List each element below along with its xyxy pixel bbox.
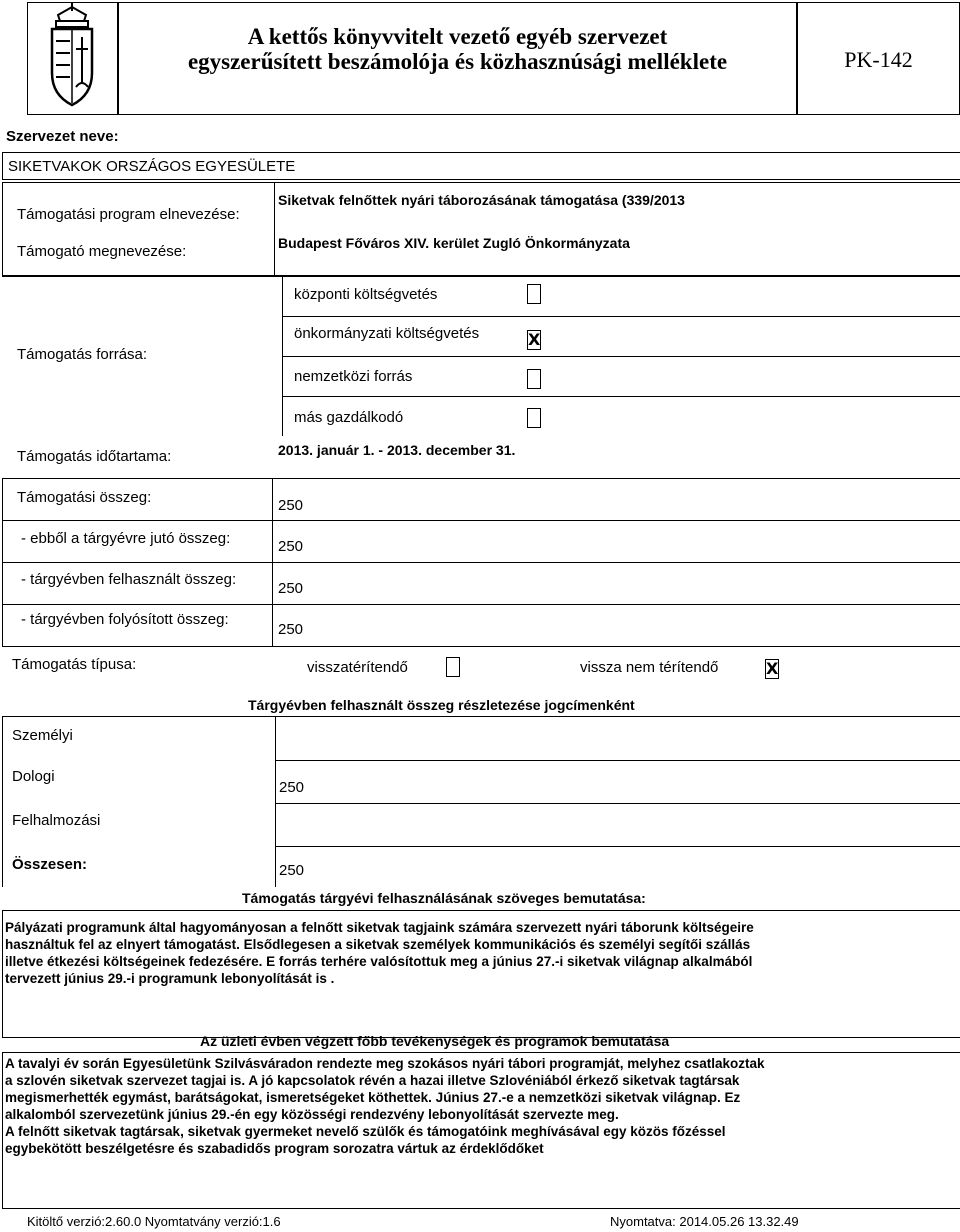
source-label: Támogatás forrása: [17, 346, 148, 363]
amount-current-value[interactable]: 250 [278, 538, 304, 555]
usage-text [5, 919, 955, 987]
footer-versions: Kitöltő verzió:2.60.0 Nyomtatvány verzió:1.6 [27, 1214, 281, 1229]
usage-heading: Támogatás tárgyévi felhasználásának szöveges bemutatása: [242, 890, 646, 906]
header-title [118, 24, 797, 74]
usage-line: illetve étkezési költségeinek fedezésére. E forrás terhére valósítottuk meg a június 27.-i siketvak világnap alkalmából [5, 954, 753, 969]
divider [2, 520, 960, 521]
source-option-label: nemzetközi forrás [294, 368, 413, 385]
divider [2, 604, 960, 605]
material-value[interactable]: 250 [279, 779, 305, 796]
activities-line: A felnőtt siketvak tagtársak, siketvak gyermeket nevelő szülők és támogatóink meghívásával egy közös főzéssel [5, 1124, 726, 1139]
divider [275, 846, 960, 847]
header-title-line2: egyszerűsített beszámolója és közhasznúsági melléklete [187, 49, 728, 74]
activities-line: alkalomból szervezetünk június 29.-én egy közösségi rendezvény lebonyolítását szervezte meg. [5, 1107, 619, 1122]
divider [282, 316, 960, 317]
breakdown-heading: Tárgyévben felhasznált összeg részletezése jogcímenként [248, 697, 635, 713]
divider [2, 646, 960, 647]
breakdown-total-label: Összesen: [12, 856, 88, 873]
divider [2, 562, 960, 563]
coat-of-arms-icon [28, 3, 116, 113]
type-label: Támogatás típusa: [12, 656, 137, 673]
usage-line: tervezett június 29.-i programunk lebonyolítását is . [5, 971, 335, 986]
material-label: Dologi [12, 768, 55, 785]
breakdown-total-value[interactable]: 250 [279, 862, 305, 879]
divider [275, 803, 960, 804]
header-logo-box [27, 2, 118, 115]
breakdown-section [2, 716, 960, 887]
amount-paid-label: - tárgyévben folyósított összeg: [21, 611, 229, 628]
usage-line: használtuk fel az elnyert támogatást. Elsődlegesen a siketvak személyek kommunikációs és személyi segítői szállás [5, 937, 751, 952]
program-value[interactable]: Siketvak felnőttek nyári táborozásának támogatása (339/2013 [278, 192, 685, 208]
source-checkbox-municipal[interactable]: X [528, 330, 541, 349]
activities-text [5, 1055, 955, 1157]
amount-used-label: - tárgyévben felhasznált összeg: [21, 571, 237, 588]
amount-used-value[interactable]: 250 [278, 580, 304, 597]
activities-line: a szlovén siketvak szervezet tagjai is. A jó kapcsolatok révén a hazai illetve Szlovéniából érkező siketvak tagtársak [5, 1073, 740, 1088]
amount-paid-value[interactable]: 250 [278, 621, 304, 638]
org-name-label: Szervezet neve: [6, 128, 119, 145]
divider [282, 396, 960, 397]
type-nonrefundable-label: vissza nem térítendő [580, 659, 719, 676]
source-option-label: más gazdálkodó [294, 409, 404, 426]
org-name-value: SIKETVAKOK ORSZÁGOS EGYESÜLETE [8, 158, 296, 175]
duration-value[interactable]: 2013. január 1. - 2013. december 31. [278, 442, 516, 458]
supporter-value[interactable]: Budapest Főváros XIV. kerület Zugló Önkormányzata [278, 235, 630, 251]
usage-line: Pályázati programunk által hagyományosan a felnőtt siketvak tagjaink számára szervezett nyári táborunk költségeire [5, 920, 754, 935]
footer-printed: Nyomtatva: 2014.05.26 13.32.49 [610, 1214, 799, 1229]
duration-label: Támogatás időtartama: [17, 448, 172, 465]
supporter-label: Támogató megnevezése: [17, 243, 187, 260]
amount-current-label: - ebből a tárgyévre jutó összeg: [21, 530, 231, 547]
source-checkbox-international[interactable] [527, 369, 541, 389]
amount-total-value[interactable]: 250 [278, 497, 304, 514]
personal-label: Személyi [12, 727, 73, 744]
activities-heading: Az üzleti évben végzett főbb tevékenységek és programok bemutatása [200, 1033, 670, 1049]
header-title-line1: A kettős könyvvitelt vezető egyéb szervezet [247, 24, 668, 49]
activities-line: egybekötött beszélgetésre és szabadidős program sorozatra vártuk az érdeklődőket [5, 1141, 544, 1156]
capital-label: Felhalmozási [12, 812, 101, 829]
amount-total-label: Támogatási összeg: [17, 489, 152, 506]
divider [2, 276, 960, 277]
activities-line: megismerhették egymást, barátságokat, ismeretségeket köthettek. Június 27.-e a nemzetközi siketvak világnap. Ez [5, 1090, 741, 1105]
divider [282, 356, 960, 357]
form-code: PK-142 [844, 47, 913, 72]
divider [275, 716, 276, 887]
source-checkbox-central[interactable] [527, 284, 541, 304]
type-nonrefundable-checkbox[interactable]: X [766, 659, 779, 678]
source-checkbox-other[interactable] [527, 408, 541, 428]
program-label: Támogatási program elnevezése: [17, 206, 240, 223]
source-option-label: önkormányzati költségvetés [294, 325, 480, 342]
divider [274, 182, 275, 276]
type-refundable-checkbox[interactable] [446, 657, 460, 677]
divider [275, 760, 960, 761]
divider [2, 716, 960, 717]
source-option-label: központi költségvetés [294, 286, 438, 303]
activities-line: A tavalyi év során Egyesületünk Szilvásváradon rendezte meg szokásos nyári tábori programját, melyhez csatlakoztak [5, 1056, 765, 1071]
type-refundable-label: visszatérítendő [307, 659, 408, 676]
